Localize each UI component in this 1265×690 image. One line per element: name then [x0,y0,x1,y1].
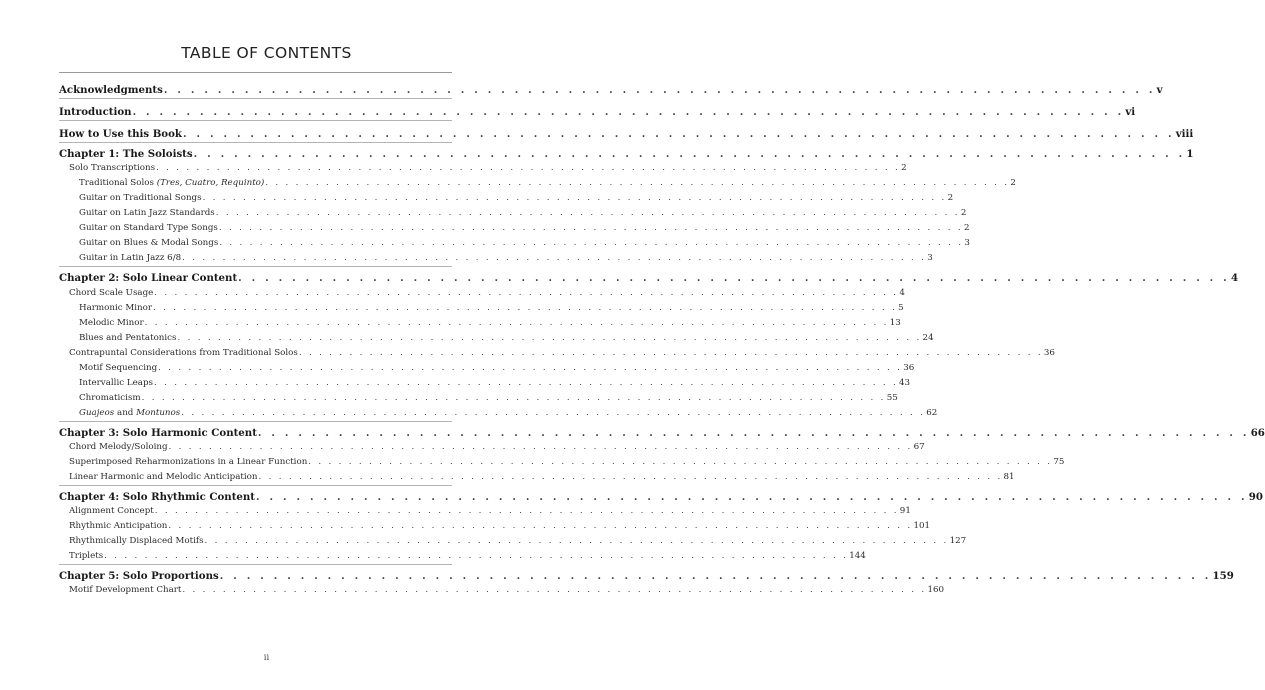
dot-leader: . . . . . . . . . . . . . . . . . . . . . . . . . . . . . . . . . . . . . . . . . . . . . . . . . . . . . . . . . . . . . . . . . . . . . . . . . . [104,551,849,561]
dot-leader: . . . . . . . . . . . . . . . . . . . . . . . . . . . . . . . . . . . . . . . . . . . . . . . . . . . . . . . . . . . . . . . . . . . . . . . . . . [163,84,1156,96]
toc-entry-label: Introduction [59,106,132,118]
toc-entry[interactable] [79,253,933,267]
dot-leader: . . . . . . . . . . . . . . . . . . . . . . . . . . . . . . . . . . . . . . . . . . . . . . . . . . . . . . . . . . . . . . . . . . . . . . . . . . [238,272,1230,284]
dot-leader: . . . . . . . . . . . . . . . . . . . . . . . . . . . . . . . . . . . . . . . . . . . . . . . . . . . . . . . . . . . . . . . . . . . . . . . . . . [181,408,926,418]
toc-entry[interactable] [79,208,967,222]
toc-entry-label: Alignment Concept [69,506,154,516]
toc-entry-label: Melodic Minor [79,318,144,328]
dot-leader: . . . . . . . . . . . . . . . . . . . . . . . . . . . . . . . . . . . . . . . . . . . . . . . . . . . . . . . . . . . . . . . . . . . . . . . . . . [156,163,901,173]
toc-entry-page: 90 [1248,491,1263,503]
dot-leader: . . . . . . . . . . . . . . . . . . . . . . . . . . . . . . . . . . . . . . . . . . . . . . . . . . . . . . . . . . . . . . . . . . . . . . . . . . [193,148,1186,160]
toc-entry-label: Chapter 1: The Soloists [59,148,193,160]
section-divider [59,98,452,99]
toc-entry-page: 3 [927,253,933,263]
toc-entry-label: Acknowledgments [59,84,163,96]
toc-entry-label: Guitar on Latin Jazz Standards [79,208,215,218]
toc-entry-page: 81 [1003,472,1015,482]
toc-entry-page: 2 [1010,178,1016,188]
section-divider [59,120,452,121]
toc-entry-page: 4 [899,288,905,298]
toc-entry-page: 2 [960,208,967,218]
dot-leader: . . . . . . . . . . . . . . . . . . . . . . . . . . . . . . . . . . . . . . . . . . . . . . . . . . . . . . . . . . . . . . . . . . . . . . . . . . [219,238,964,248]
dot-leader: . . . . . . . . . . . . . . . . . . . . . . . . . . . . . . . . . . . . . . . . . . . . . . . . . . . . . . . . . . . . . . . . . . . . . . . . . . [257,427,1250,439]
dot-leader: . . . . . . . . . . . . . . . . . . . . . . . . . . . . . . . . . . . . . . . . . . . . . . . . . . . . . . . . . . . . . . . . . . . . . . . . . . [256,491,1248,503]
toc-entry-label: Harmonic Minor [79,303,153,313]
dot-leader: . . . . . . . . . . . . . . . . . . . . . . . . . . . . . . . . . . . . . . . . . . . . . . . . . . . . . . . . . . . . . . . . . . . . . . . . . . [168,442,913,452]
dot-leader: . . . . . . . . . . . . . . . . . . . . . . . . . . . . . . . . . . . . . . . . . . . . . . . . . . . . . . . . . . . . . . . . . . . . . . . . . . [158,363,903,373]
toc-entry[interactable] [79,408,938,422]
toc-entry-label: Guitar on Traditional Songs [79,193,202,203]
dot-leader: . . . . . . . . . . . . . . . . . . . . . . . . . . . . . . . . . . . . . . . . . . . . . . . . . . . . . . . . . . . . . . . . . . . . . . . . . . [154,288,899,298]
toc-entry[interactable] [79,363,915,377]
dot-leader: . . . . . . . . . . . . . . . . . . . . . . . . . . . . . . . . . . . . . . . . . . . . . . . . . . . . . . . . . . . . . . . . . . . . . . . . . . [204,536,949,546]
toc-entry[interactable] [69,457,1065,471]
toc-entry[interactable] [69,472,1015,486]
toc-entry-page: vi [1125,106,1136,118]
toc-entry-page: 66 [1250,427,1265,439]
toc-entry-label: Superimposed Reharmonizations in a Linear Function [69,457,308,467]
toc-entry-page: 160 [927,585,945,595]
dot-leader: . . . . . . . . . . . . . . . . . . . . . . . . . . . . . . . . . . . . . . . . . . . . . . . . . . . . . . . . . . . . . . . . . . . . . . . . . . [298,348,1043,358]
toc-entry-page: 144 [849,551,866,561]
toc-entry-page: 91 [899,506,911,516]
toc-entry-label: Guitar in Latin Jazz 6/8 [79,253,182,263]
dot-leader: . . . . . . . . . . . . . . . . . . . . . . . . . . . . . . . . . . . . . . . . . . . . . . . . . . . . . . . . . . . . . . . . . . . . . . . . . . [132,106,1125,118]
toc-entry-page: 2 [901,163,907,173]
toc-entry[interactable] [79,193,954,207]
toc-entry-page: 62 [926,408,938,418]
toc-entry[interactable] [69,585,945,599]
toc-entry-page: 43 [899,378,911,388]
toc-entry[interactable] [79,223,970,237]
toc-entry[interactable] [79,178,1016,192]
toc-entry-label: Chapter 2: Solo Linear Content [59,272,238,284]
toc-entry[interactable] [69,163,907,177]
dot-leader: . . . . . . . . . . . . . . . . . . . . . . . . . . . . . . . . . . . . . . . . . . . . . . . . . . . . . . . . . . . . . . . . . . . . . . . . . . [153,378,899,388]
toc-entry-label: Chapter 5: Solo Proportions [59,570,219,582]
toc-entry[interactable] [79,333,934,347]
toc-entry-page: 127 [949,536,967,546]
toc-entry-label: Chord Melody/Soloing [69,442,168,452]
toc-entry-label: Chapter 3: Solo Harmonic Content [59,427,257,439]
toc-entry-page: 159 [1212,570,1234,582]
toc-entry-label: Guitar on Standard Type Songs [79,223,218,233]
toc-entry[interactable] [59,148,1194,162]
toc-entry-page: 5 [898,303,904,313]
page-title: TABLE OF CONTENTS [181,44,352,62]
toc-entry[interactable] [59,128,1194,142]
toc-entry-label: Traditional Solos (Tres, Cuatro, Requinto) [79,178,265,188]
toc-entry-label: Guitar on Blues & Modal Songs [79,238,219,248]
toc-entry-page: 36 [1043,348,1055,358]
dot-leader: . . . . . . . . . . . . . . . . . . . . . . . . . . . . . . . . . . . . . . . . . . . . . . . . . . . . . . . . . . . . . . . . . . . . . . . . . . [219,570,1212,582]
toc-entry-label: Guajeos and Montunos [79,408,181,418]
toc-entry-label: Contrapuntal Considerations from Traditional Solos [69,348,298,358]
toc-entry[interactable] [59,84,1163,98]
dot-leader: . . . . . . . . . . . . . . . . . . . . . . . . . . . . . . . . . . . . . . . . . . . . . . . . . . . . . . . . . . . . . . . . . . . . . . . . . . [153,303,898,313]
toc-entry[interactable] [79,238,970,252]
dot-leader: . . . . . . . . . . . . . . . . . . . . . . . . . . . . . . . . . . . . . . . . . . . . . . . . . . . . . . . . . . . . . . . . . . . . . . . . . . [182,253,927,263]
toc-entry[interactable] [59,570,1234,584]
toc-entry-page: 101 [913,521,931,531]
toc-entry[interactable] [69,442,925,456]
dot-leader: . . . . . . . . . . . . . . . . . . . . . . . . . . . . . . . . . . . . . . . . . . . . . . . . . . . . . . . . . . . . . . . . . . . . . . . . . . [308,457,1053,467]
toc-entry-label: Chord Scale Usage [69,288,154,298]
toc-entry[interactable] [69,536,967,550]
toc-entry-label: Chromaticism [79,393,141,403]
dot-leader: . . . . . . . . . . . . . . . . . . . . . . . . . . . . . . . . . . . . . . . . . . . . . . . . . . . . . . . . . . . . . . . . . . . . . . . . . . [218,223,963,233]
toc-entry-page: viii [1175,128,1194,140]
toc-entry-page: 1 [1186,148,1194,160]
toc-entry-label: Intervallic Leaps [79,378,153,388]
toc-entry[interactable] [59,427,1265,441]
dot-leader: . . . . . . . . . . . . . . . . . . . . . . . . . . . . . . . . . . . . . . . . . . . . . . . . . . . . . . . . . . . . . . . . . . . . . . . . . . [177,333,922,343]
dot-leader: . . . . . . . . . . . . . . . . . . . . . . . . . . . . . . . . . . . . . . . . . . . . . . . . . . . . . . . . . . . . . . . . . . . . . . . . . . [258,472,1003,482]
toc-entry-label: Linear Harmonic and Melodic Anticipation [69,472,258,482]
toc-entry[interactable] [59,491,1263,505]
toc-entry[interactable] [69,521,931,535]
toc-entry[interactable] [69,506,911,520]
dot-leader: . . . . . . . . . . . . . . . . . . . . . . . . . . . . . . . . . . . . . . . . . . . . . . . . . . . . . . . . . . . . . . . . . . . . . . . . . . [168,521,913,531]
dot-leader: . . . . . . . . . . . . . . . . . . . . . . . . . . . . . . . . . . . . . . . . . . . . . . . . . . . . . . . . . . . . . . . . . . . . . . . . . . [265,178,1010,188]
toc-entry-label: Rhythmically Displaced Motifs [69,536,204,546]
toc-entry[interactable] [79,393,898,407]
toc-entry-label: Motif Development Chart [69,585,182,595]
toc-entry-page: v [1156,84,1163,96]
toc-entry-page: 13 [889,318,901,328]
dot-leader: . . . . . . . . . . . . . . . . . . . . . . . . . . . . . . . . . . . . . . . . . . . . . . . . . . . . . . . . . . . . . . . . . . . . . . . . . . [202,193,947,203]
toc-entry-page: 36 [903,363,915,373]
toc-entry-label: Rhythmic Anticipation [69,521,168,531]
page-number: ii [263,653,270,663]
toc-entry-label: Triplets [69,551,104,561]
dot-leader: . . . . . . . . . . . . . . . . . . . . . . . . . . . . . . . . . . . . . . . . . . . . . . . . . . . . . . . . . . . . . . . . . . . . . . . . . . [141,393,886,403]
toc-entry[interactable] [79,318,901,332]
toc-entry-page: 2 [963,223,970,233]
toc-entry-page: 2 [947,193,954,203]
dot-leader: . . . . . . . . . . . . . . . . . . . . . . . . . . . . . . . . . . . . . . . . . . . . . . . . . . . . . . . . . . . . . . . . . . . . . . . . . . [182,128,1175,140]
toc-entry-label: How to Use this Book [59,128,182,140]
toc-entry[interactable] [79,303,904,317]
toc-entry-page: 4 [1230,272,1239,284]
toc-entry[interactable] [69,348,1055,362]
toc-entry[interactable] [69,551,866,565]
toc-entry[interactable] [79,378,911,392]
toc-entry-label: Blues and Pentatonics [79,333,177,343]
dot-leader: . . . . . . . . . . . . . . . . . . . . . . . . . . . . . . . . . . . . . . . . . . . . . . . . . . . . . . . . . . . . . . . . . . . . . . . . . . [215,208,960,218]
dot-leader: . . . . . . . . . . . . . . . . . . . . . . . . . . . . . . . . . . . . . . . . . . . . . . . . . . . . . . . . . . . . . . . . . . . . . . . . . . [154,506,899,516]
toc-entry-label: Solo Transcriptions [69,163,156,173]
dot-leader: . . . . . . . . . . . . . . . . . . . . . . . . . . . . . . . . . . . . . . . . . . . . . . . . . . . . . . . . . . . . . . . . . . . . . . . . . . [144,318,889,328]
section-divider [59,142,452,143]
toc-entry[interactable] [59,106,1136,120]
toc-entry-page: 55 [886,393,898,403]
toc-entry-label: Motif Sequencing [79,363,158,373]
toc-entry-page: 67 [913,442,925,452]
toc-entry-page: 75 [1053,457,1065,467]
toc-entry[interactable] [59,272,1239,286]
dot-leader: . . . . . . . . . . . . . . . . . . . . . . . . . . . . . . . . . . . . . . . . . . . . . . . . . . . . . . . . . . . . . . . . . . . . . . . . . . [182,585,927,595]
toc-entry[interactable] [69,288,905,302]
toc-entry-label: Chapter 4: Solo Rhythmic Content [59,491,256,503]
toc-entry-page: 24 [922,333,934,343]
toc-entry-page: 3 [964,238,970,248]
